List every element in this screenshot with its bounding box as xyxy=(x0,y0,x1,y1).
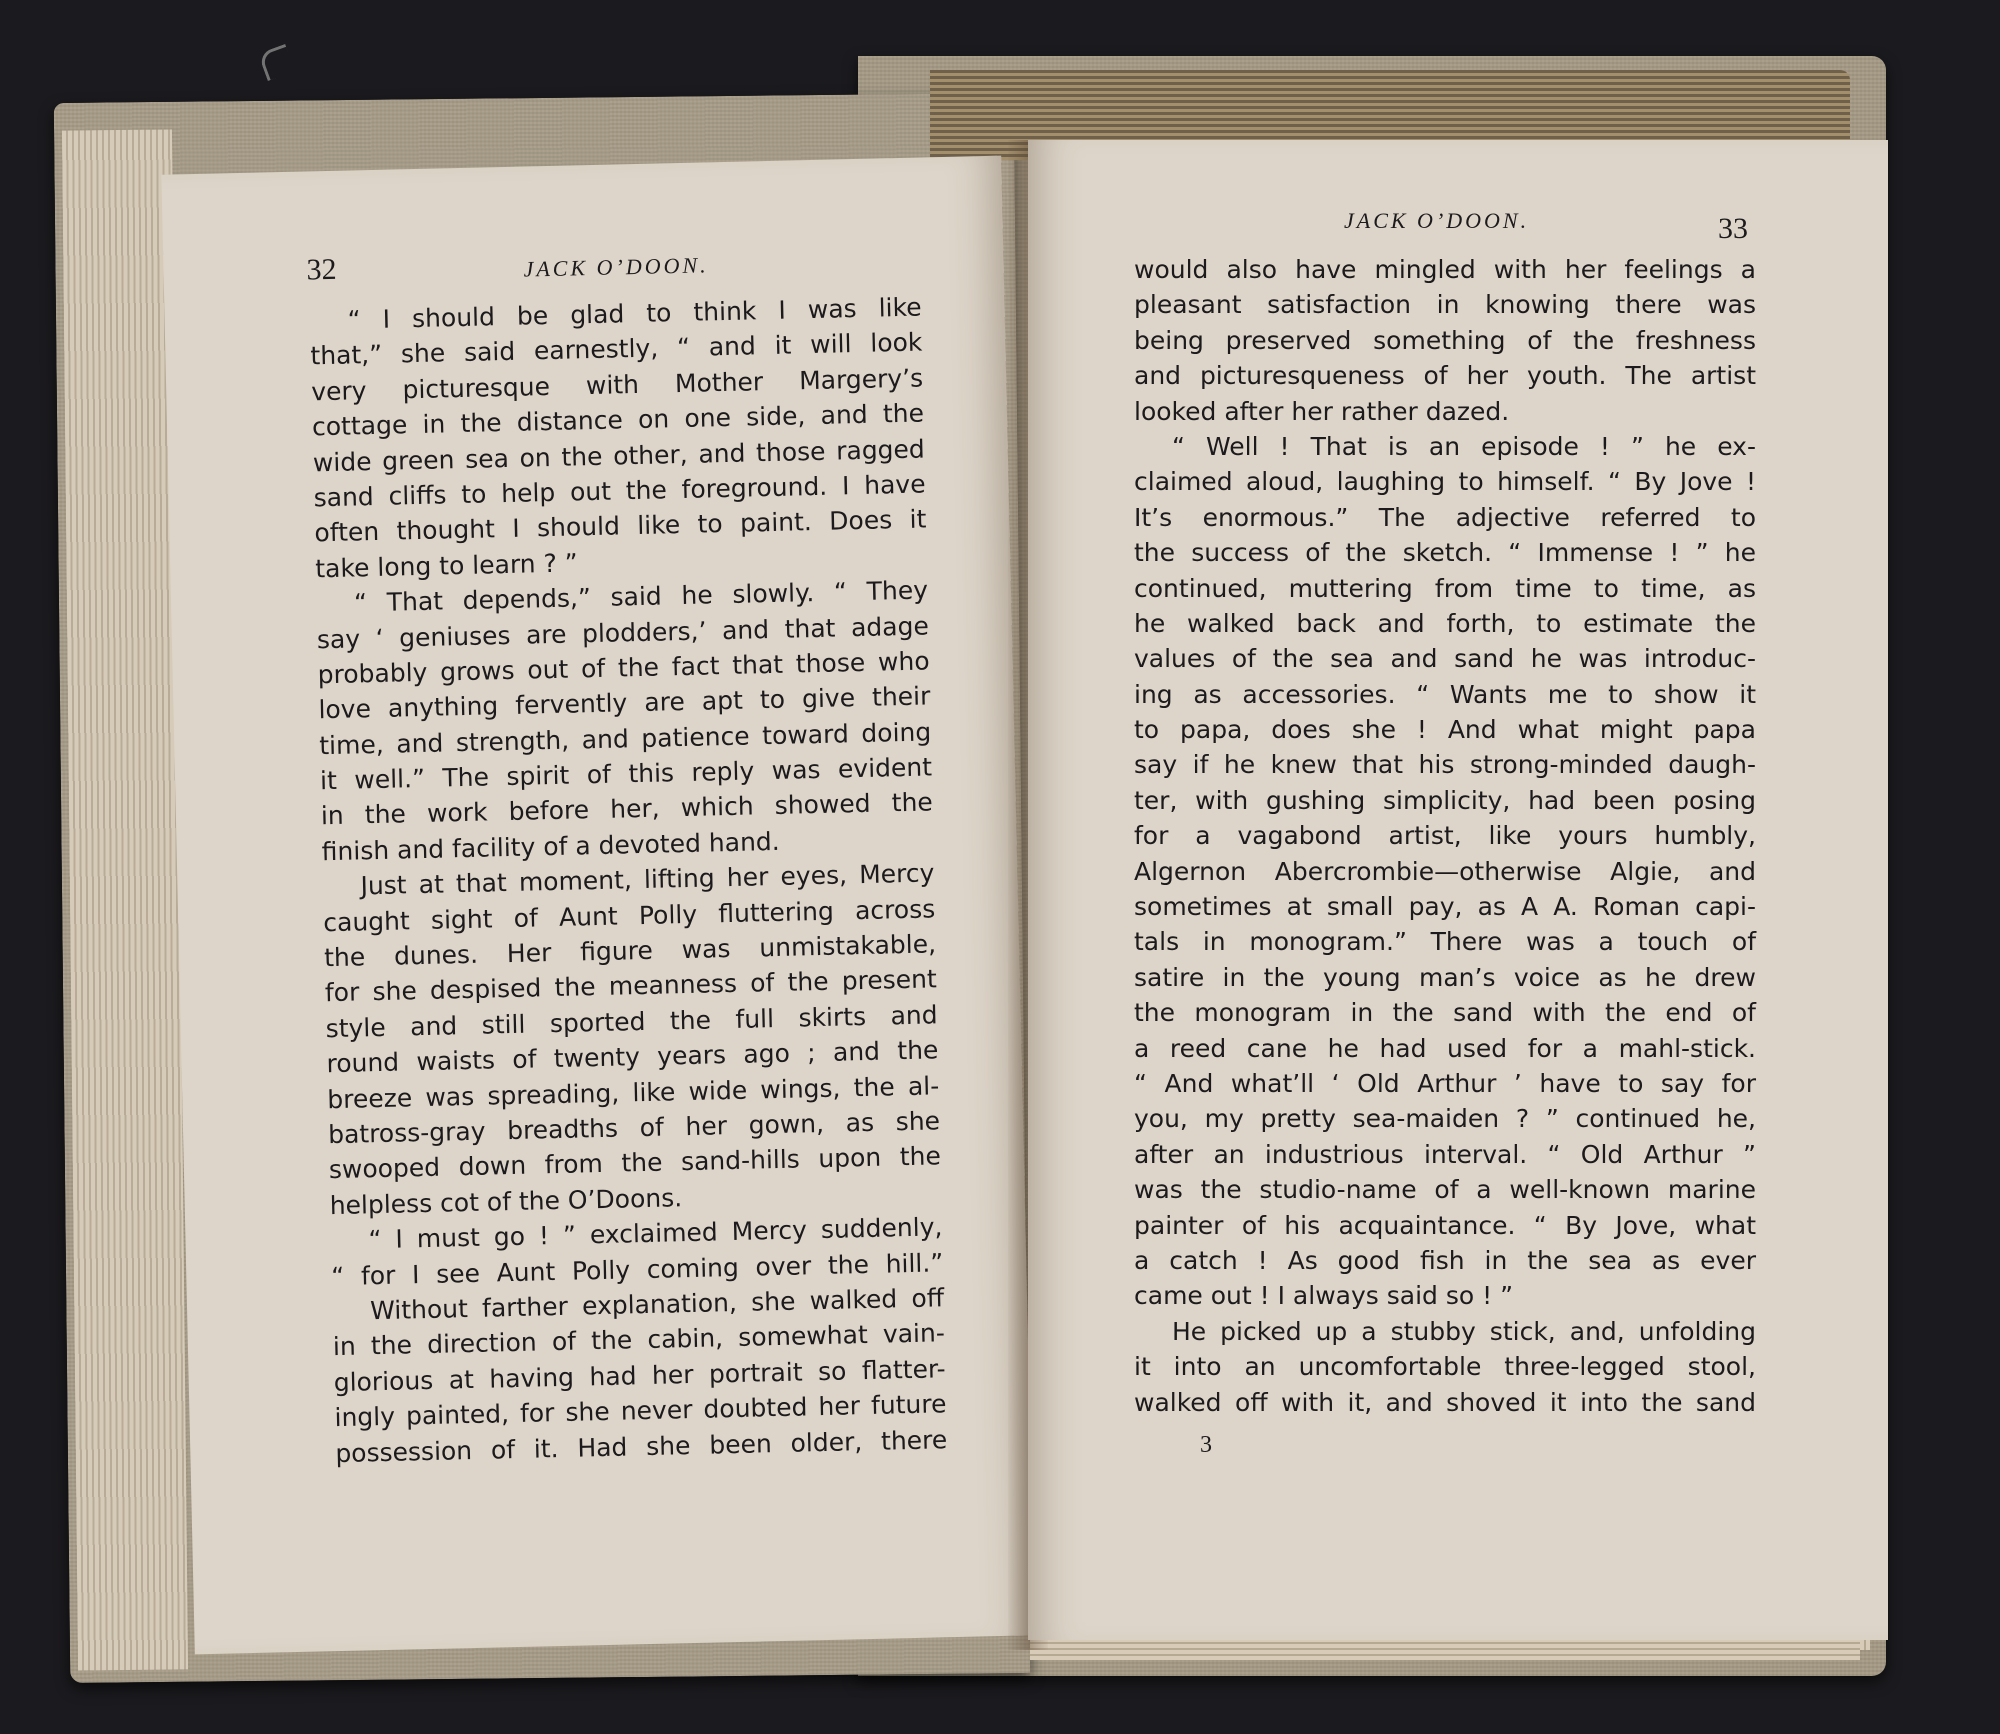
text-line: after an industrious interval. “ Old Arthur ” xyxy=(1134,1139,1756,1169)
text-line: continued, muttering from time to time, as xyxy=(1134,573,1756,603)
left-page-text xyxy=(309,290,947,1471)
text-line: would also have mingled with her feelings a xyxy=(1134,255,1756,284)
text-line: He picked up a stubby stick, and, unfolding xyxy=(1172,1316,1756,1346)
text-line: “ I must go ! ” exclaimed Mercy suddenly, xyxy=(368,1212,943,1255)
text-line: satire in the young man’s voice as he drew xyxy=(1134,962,1756,992)
text-line: a reed cane he had used for a mahl-stick. xyxy=(1134,1033,1756,1063)
text-line: “ That depends,” said he slowly. “ They xyxy=(353,575,929,618)
text-line: “ I should be glad to think I was like xyxy=(347,292,922,335)
text-line: for she despised the meanness of the present xyxy=(324,964,938,1008)
signature-mark: 3 xyxy=(1200,1432,1212,1458)
text-line: glorious at having had her portrait so flatter- xyxy=(333,1353,946,1397)
text-line: that,” she said earnestly, “ and it will look xyxy=(310,327,923,371)
text-line: walked off with it, and shoved it into the sand xyxy=(1134,1387,1756,1417)
left-page-number: 32 xyxy=(306,252,337,287)
right-page-number: 33 xyxy=(1718,212,1748,245)
text-line: was the studio-name of a well-known marine xyxy=(1134,1175,1756,1205)
text-line: it into an uncomfortable three-legged stool, xyxy=(1134,1352,1756,1382)
text-line: cottage in the distance on one side, and the xyxy=(311,398,925,442)
text-line: “ Well ! That is an episode ! ” he ex- xyxy=(1172,431,1756,461)
text-line: in the work before her, which showed the xyxy=(320,787,934,831)
left-running-head: JACK O’DOON. xyxy=(523,252,709,282)
text-line: Algernon Abercrombie—otherwise Algie, and xyxy=(1134,856,1756,886)
text-line: love anything fervently are apt to give their xyxy=(318,681,931,725)
text-line: probably grows out of the fact that those who xyxy=(317,646,930,690)
text-line: possession of it. Had she been older, there xyxy=(335,1424,948,1468)
text-line: and picturesqueness of her youth. The artist xyxy=(1134,361,1756,391)
text-line: very picturesque with Mother Margery’s xyxy=(310,363,924,407)
text-line: “ for I see Aunt Polly coming over the hill.” xyxy=(331,1247,944,1291)
text-line: the dunes. Her figure was unmistakable, xyxy=(323,929,937,973)
right-page xyxy=(1028,140,1888,1640)
text-line: breeze was spreading, like wide wings, the al- xyxy=(327,1070,940,1114)
text-line: values of the sea and sand he was introduc- xyxy=(1134,644,1756,674)
text-line: Without farther explanation, she walked off xyxy=(369,1283,945,1326)
text-line: tals in monogram.” There was a touch of xyxy=(1134,927,1756,957)
text-line: batross-gray breadths of her gown, as she xyxy=(327,1106,941,1150)
text-line: the success of the sketch. “ Immense ! ” he xyxy=(1134,538,1756,568)
text-line: caught sight of Aunt Polly fluttering across xyxy=(322,893,936,937)
text-line: Just at that moment, lifting her eyes, Mercy xyxy=(360,858,935,901)
text-line: it well.” The spirit of this reply was evident xyxy=(319,752,933,796)
text-line: for a vagabond artist, like yours humbly, xyxy=(1134,821,1756,851)
text-line: finish and facility of a devoted hand. xyxy=(321,826,780,867)
text-line: take long to learn ? ” xyxy=(314,548,578,584)
text-line: to papa, does she ! And what might papa xyxy=(1134,715,1756,745)
text-line: helpless cot of the O’Doons. xyxy=(329,1182,683,1220)
text-line: wide green sea on the other, and those ragged xyxy=(312,434,926,477)
text-line: claimed aloud, laughing to himself. “ By Jove ! xyxy=(1134,467,1756,497)
text-line: swooped down from the sand-hills upon the xyxy=(328,1141,942,1185)
text-line: being preserved something of the freshness xyxy=(1134,325,1756,355)
text-line: looked after her rather dazed. xyxy=(1134,396,1510,426)
corner-mark-icon xyxy=(258,44,295,81)
right-running-head: JACK O’DOON. xyxy=(1344,208,1530,233)
text-line: ter, with gushing simplicity, had been posing xyxy=(1134,785,1756,815)
text-line: ing as accessories. “ Wants me to show it xyxy=(1134,679,1756,709)
right-page-text xyxy=(1134,252,1756,1420)
text-line: say if he knew that his strong-minded daugh- xyxy=(1134,750,1756,780)
left-page xyxy=(161,156,1034,1655)
text-line: the monogram in the sand with the end of xyxy=(1134,998,1756,1028)
text-line: painter of his acquaintance. “ By Jove, what xyxy=(1134,1210,1756,1240)
text-line: sand cliffs to help out the foreground. I have xyxy=(313,469,926,513)
text-line: in the direction of the cabin, somewhat vain- xyxy=(332,1318,946,1362)
text-line: sometimes at small pay, as A A. Roman capi- xyxy=(1134,892,1756,922)
text-line: It’s enormous.” The adjective referred to xyxy=(1134,502,1756,532)
text-line: you, my pretty sea-maiden ? ” continued he, xyxy=(1134,1104,1756,1134)
text-line: came out ! I always said so ! ” xyxy=(1134,1281,1514,1311)
text-line: pleasant satisfaction in knowing there was xyxy=(1134,290,1756,320)
text-line: “ And what’ll ‘ Old Arthur ’ have to say for xyxy=(1134,1068,1756,1098)
text-line: ingly painted, for she never doubted her future xyxy=(334,1389,947,1433)
text-line: he walked back and forth, to estimate the xyxy=(1134,608,1756,638)
text-line: time, and strength, and patience toward doing xyxy=(318,717,932,760)
text-line: round waists of twenty years ago ; and the xyxy=(326,1035,939,1079)
text-line: often thought I should like to paint. Does it xyxy=(314,504,927,548)
text-line: say ‘ geniuses are plodders,’ and that adage xyxy=(316,610,930,654)
text-line: a catch ! As good fish in the sea as ever xyxy=(1134,1245,1756,1275)
text-line: style and still sported the full skirts and xyxy=(325,1000,938,1044)
